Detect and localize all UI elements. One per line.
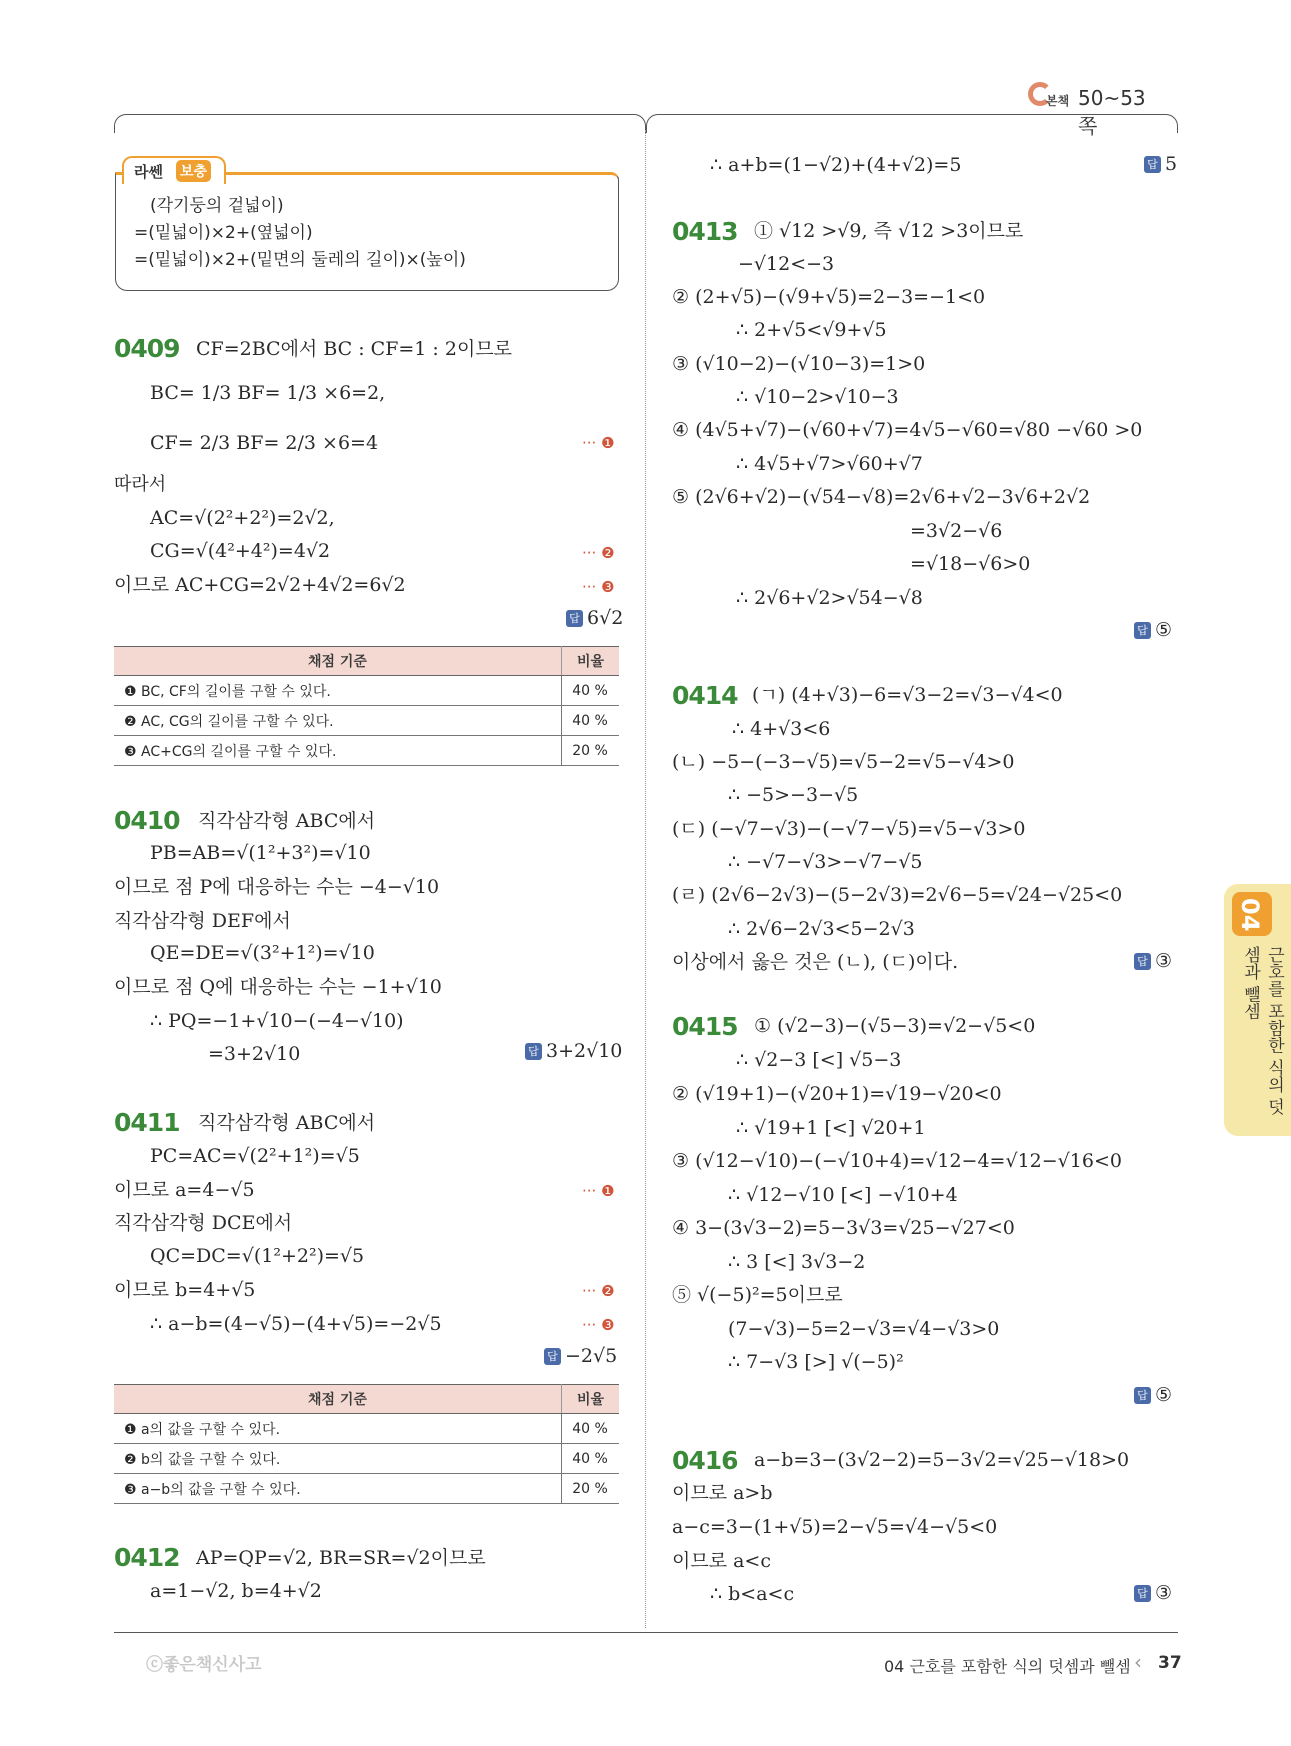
text-line: ∴ 2+√5<√9+√5 bbox=[736, 319, 887, 341]
text-line: ∴ a−b=(4−√5)−(4+√5)=−2√5 bbox=[150, 1313, 442, 1335]
table-cell: 40 % bbox=[562, 676, 620, 706]
answer-0409 bbox=[566, 607, 623, 629]
answer-tag: 답 bbox=[1144, 156, 1161, 173]
problem-number-0410: 0410 bbox=[114, 806, 180, 835]
text-line: PB=AB=√(1²+3²)=√10 bbox=[150, 842, 371, 864]
text-line: AC=√(2²+2²)=2√2, bbox=[150, 507, 335, 529]
text-line: 직각삼각형 ABC에서 bbox=[198, 1112, 376, 1134]
right-top-frame bbox=[646, 114, 1178, 133]
text-line: ∴ −√7−√3>−√7−√5 bbox=[728, 851, 923, 873]
text-line: =3√2−√6 bbox=[910, 520, 1003, 542]
text-line: a−c=3−(1+√5)=2−√5=√4−√5<0 bbox=[672, 1516, 998, 1538]
text-line: 이므로 점 P에 대응하는 수는 −4−√10 bbox=[114, 876, 440, 898]
lassen-tab bbox=[122, 156, 226, 184]
answer-value: 6√2 bbox=[587, 607, 624, 629]
table-row bbox=[114, 736, 619, 766]
step-marker-3: ··· ❸ bbox=[582, 578, 615, 596]
left-top-frame bbox=[114, 114, 646, 133]
text-line: ④ 3−(3√3−2)=5−3√3=√25−√27<0 bbox=[672, 1217, 1015, 1239]
text-line: ∴ √19+1 [<] √20+1 bbox=[736, 1117, 926, 1139]
table-cell: 20 % bbox=[562, 1474, 620, 1504]
footer-copyright: ⓒ좋은책신사고 bbox=[146, 1655, 262, 1675]
table-row bbox=[114, 1444, 619, 1474]
footer-chapter: 04 근호를 포함한 식의 덧셈과 뺄셈 bbox=[884, 1657, 1131, 1676]
text-line: ∴ 3 [<] 3√3−2 bbox=[728, 1251, 866, 1273]
text-line: ③ (√12−√10)−(−√10+4)=√12−4=√12−√16<0 bbox=[672, 1150, 1122, 1172]
text-line: ② (√19+1)−(√20+1)=√19−√20<0 bbox=[672, 1083, 1002, 1105]
text-line: CF=2BC에서 BC : CF=1 : 2이므로 bbox=[196, 338, 513, 360]
table-head: 비율 bbox=[562, 647, 620, 676]
footer-page-number: 37 bbox=[1158, 1653, 1182, 1673]
table-head: 비율 bbox=[562, 1385, 620, 1414]
text-line: ③ (√10−2)−(√10−3)=1>0 bbox=[672, 353, 926, 375]
text-line: ⑤ √(−5)²=5이므로 bbox=[672, 1284, 843, 1306]
answer-tag: 답 bbox=[1134, 622, 1151, 639]
text-line: (ㄹ) (2√6−2√3)−(5−2√3)=2√6−5=√24−√25<0 bbox=[672, 884, 1123, 906]
table-cell: ❷ b의 값을 구할 수 있다. bbox=[114, 1444, 562, 1474]
text-line: ∴ 2√6−2√3<5−2√3 bbox=[728, 918, 915, 940]
text-line: (7−√3)−5=2−√3=√4−√3>0 bbox=[728, 1318, 1000, 1340]
text-line: QE=DE=√(3²+1²)=√10 bbox=[150, 942, 375, 964]
text-line: ∴ 2√6+√2>√54−√8 bbox=[736, 587, 923, 609]
text-line: ∴ 7−√3 [>] √(−5)² bbox=[728, 1351, 904, 1373]
table-cell: 20 % bbox=[562, 736, 620, 766]
text-line: 직각삼각형 DCE에서 bbox=[114, 1212, 293, 1234]
header-pages: 50~53쪽 bbox=[1078, 86, 1146, 138]
chapter-tab-title: 근호를 포함한 식의 덧셈과 뺄셈 bbox=[1240, 946, 1284, 1116]
text-line: =√18−√6>0 bbox=[910, 553, 1031, 575]
lassen-tag1: 라쎈 bbox=[134, 163, 163, 181]
problem-number-0414: 0414 bbox=[672, 681, 738, 710]
text-line: ∴ PQ=−1+√10−(−4−√10) bbox=[150, 1010, 404, 1032]
table-cell: ❶ a의 값을 구할 수 있다. bbox=[114, 1414, 562, 1444]
lassen-tag2: 보충 bbox=[176, 160, 211, 182]
text-line: 이므로 a<c bbox=[672, 1550, 771, 1572]
text-line: ⑤ (2√6+√2)−(√54−√8)=2√6+√2−3√6+2√2 bbox=[672, 486, 1091, 508]
text-line: ① (√2−3)−(√5−3)=√2−√5<0 bbox=[754, 1015, 1036, 1037]
scoring-table-0409 bbox=[114, 646, 619, 766]
scoring-table-0411 bbox=[114, 1384, 619, 1504]
chapter-side-tab bbox=[1224, 884, 1291, 1136]
lassen-line-3: =(밑넓이)×2+(밑면의 둘레의 길이)×(높이) bbox=[134, 250, 466, 270]
lassen-line-1: (각기둥의 겉넓이) bbox=[150, 196, 284, 216]
table-row bbox=[114, 676, 619, 706]
text-line: ① √12 >√9, 즉 √12 >3이므로 bbox=[754, 220, 1024, 242]
table-cell: ❸ a−b의 값을 구할 수 있다. bbox=[114, 1474, 562, 1504]
problem-number-0412: 0412 bbox=[114, 1543, 180, 1572]
problem-number-0416: 0416 bbox=[672, 1446, 738, 1475]
text-line: =3+2√10 bbox=[208, 1043, 301, 1065]
table-cell: ❷ AC, CG의 길이를 구할 수 있다. bbox=[114, 706, 562, 736]
step-marker-1: ··· ❶ bbox=[582, 1182, 615, 1200]
table-cell: 40 % bbox=[562, 1414, 620, 1444]
problem-number-0415: 0415 bbox=[672, 1012, 738, 1041]
lassen-line-2: =(밑넓이)×2+(옆넓이) bbox=[134, 223, 313, 243]
text-line: QC=DC=√(1²+2²)=√5 bbox=[150, 1245, 365, 1267]
text-line: 따라서 bbox=[114, 474, 167, 495]
answer-0413 bbox=[1134, 619, 1172, 641]
answer-value: 5 bbox=[1165, 153, 1178, 175]
text-line: −√12<−3 bbox=[738, 253, 835, 275]
answer-tag: 답 bbox=[1134, 1585, 1151, 1602]
text-line: CG=√(4²+4²)=4√2 bbox=[150, 540, 331, 562]
text-line: (ㄷ) (−√7−√3)−(−√7−√5)=√5−√3>0 bbox=[672, 818, 1026, 840]
table-cell: 40 % bbox=[562, 1444, 620, 1474]
text-line: 이상에서 옳은 것은 (ㄴ), (ㄷ)이다. bbox=[672, 951, 959, 973]
table-row bbox=[114, 706, 619, 736]
text-line: 직각삼각형 DEF에서 bbox=[114, 910, 291, 932]
text-line: ∴ √12−√10 [<] −√10+4 bbox=[728, 1184, 958, 1206]
table-head: 채점 기준 bbox=[114, 647, 562, 676]
text-line: (ㄴ) −5−(−3−√5)=√5−2=√5−√4>0 bbox=[672, 751, 1015, 773]
problem-number-0409: 0409 bbox=[114, 334, 180, 363]
text-line: a−b=3−(3√2−2)=5−3√2=√25−√18>0 bbox=[754, 1449, 1130, 1471]
answer-tag: 답 bbox=[525, 1043, 542, 1060]
text-line: 이므로 a>b bbox=[672, 1482, 773, 1504]
answer-0412 bbox=[1144, 153, 1177, 175]
table-row bbox=[114, 1474, 619, 1504]
text-line: ∴ a+b=(1−√2)+(4+√2)=5 bbox=[710, 154, 962, 176]
text-line: 이므로 b=4+√5 bbox=[114, 1279, 256, 1301]
problem-number-0411: 0411 bbox=[114, 1108, 180, 1137]
answer-tag: 답 bbox=[1134, 953, 1151, 970]
header-label: 본책 bbox=[1046, 94, 1070, 108]
text-line: ② (2+√5)−(√9+√5)=2−3=−1<0 bbox=[672, 286, 986, 308]
answer-value: ⑤ bbox=[1155, 1384, 1173, 1406]
answer-0414 bbox=[1134, 950, 1172, 972]
answer-value: ③ bbox=[1155, 1582, 1173, 1604]
text-line: ∴ 4+√3<6 bbox=[732, 718, 831, 740]
table-head: 채점 기준 bbox=[114, 1385, 562, 1414]
text-line: ④ (4√5+√7)−(√60+√7)=4√5−√60=√80 −√60 >0 bbox=[672, 419, 1143, 441]
step-marker-3: ··· ❸ bbox=[582, 1316, 615, 1334]
chevron-left-icon: ‹ bbox=[1134, 1650, 1142, 1674]
answer-value: ⑤ bbox=[1155, 619, 1173, 641]
table-cell: 40 % bbox=[562, 706, 620, 736]
footer-rule bbox=[114, 1632, 1178, 1633]
text-line: ∴ √2−3 [<] √5−3 bbox=[736, 1049, 902, 1071]
answer-tag: 답 bbox=[1134, 1387, 1151, 1404]
text-line: AP=QP=√2, BR=SR=√2이므로 bbox=[196, 1547, 486, 1569]
text-line: 직각삼각형 ABC에서 bbox=[198, 810, 376, 832]
text-line: BC= 1/3 BF= 1/3 ×6=2, bbox=[150, 382, 386, 404]
text-line: ∴ −5>−3−√5 bbox=[728, 784, 859, 806]
answer-value: 3+2√10 bbox=[546, 1040, 623, 1062]
text-line: (ㄱ) (4+√3)−6=√3−2=√3−√4<0 bbox=[752, 684, 1063, 706]
text-line: 이므로 점 Q에 대응하는 수는 −1+√10 bbox=[114, 976, 442, 998]
table-cell: ❸ AC+CG의 길이를 구할 수 있다. bbox=[114, 736, 562, 766]
step-marker-2: ··· ❷ bbox=[582, 1282, 615, 1300]
chapter-tab-number-text: 04 bbox=[1236, 898, 1264, 932]
answer-0410 bbox=[525, 1040, 622, 1062]
text-line: ∴ b<a<c bbox=[710, 1583, 795, 1605]
text-line: 이므로 AC+CG=2√2+4√2=6√2 bbox=[114, 574, 406, 596]
page-range-header bbox=[1024, 82, 1164, 138]
text-line: PC=AC=√(2²+1²)=√5 bbox=[150, 1145, 360, 1167]
problem-number-0413: 0413 bbox=[672, 217, 738, 246]
text-line: a=1−√2, b=4+√2 bbox=[150, 1580, 322, 1602]
column-divider bbox=[645, 130, 646, 1628]
answer-value: ③ bbox=[1155, 950, 1173, 972]
text-line: ∴ 4√5+√7>√60+√7 bbox=[736, 453, 923, 475]
answer-0411 bbox=[544, 1345, 617, 1367]
answer-value: −2√5 bbox=[565, 1345, 618, 1367]
table-row bbox=[114, 1414, 619, 1444]
answer-tag: 답 bbox=[566, 610, 583, 627]
text-line: 이므로 a=4−√5 bbox=[114, 1179, 255, 1201]
answer-0415 bbox=[1134, 1384, 1172, 1406]
table-cell: ❶ BC, CF의 길이를 구할 수 있다. bbox=[114, 676, 562, 706]
answer-tag: 답 bbox=[544, 1348, 561, 1365]
answer-0416 bbox=[1134, 1582, 1172, 1604]
text-line: CF= 2/3 BF= 2/3 ×6=4 bbox=[150, 432, 379, 454]
text-line: ∴ √10−2>√10−3 bbox=[736, 386, 899, 408]
step-marker-2: ··· ❷ bbox=[582, 544, 615, 562]
step-marker-1: ··· ❶ bbox=[582, 434, 615, 452]
